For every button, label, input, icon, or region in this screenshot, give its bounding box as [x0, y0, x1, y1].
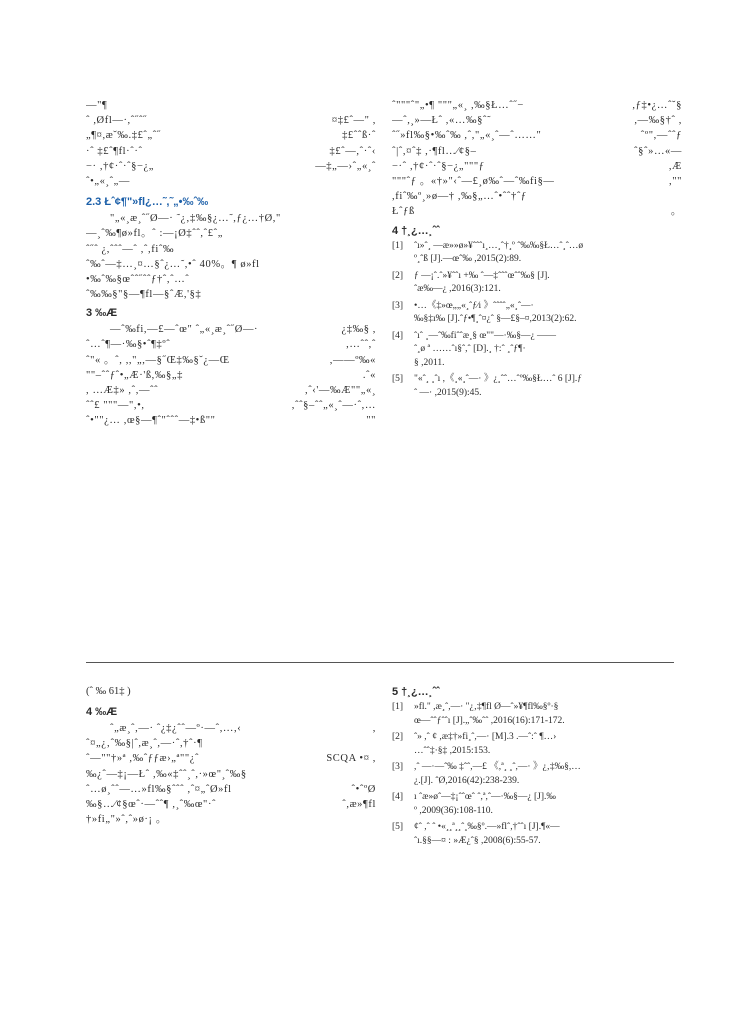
- text-line: •‰ˆ‰§œˆˆ˝ˆˆƒ†ˆ,ˆ…ˆ: [86, 273, 190, 285]
- text-line: −· ,†¢·ˆ·ˆ§−¿„ —‡„—›ˆ„«¸ˆ: [86, 160, 376, 172]
- reference-number: [3]: [392, 300, 404, 311]
- reference-item: [392, 373, 682, 400]
- text-line: ˆ|ˆ,¤ˆ‡ ,·¶fl…⁄¢§– ˆ§ˆ»…«—: [392, 145, 682, 157]
- text-line: """ˆƒ 。«†»"‹ˆ—£¸ø‰ˆ—ˆ‰fi§— ,"": [392, 175, 682, 187]
- reference-number: [1]: [392, 240, 404, 251]
- text-line: ˆ¤„¿‚ˆ‰§|ˆ,æ¸ˆ,—·ˆ,†ˆ·¶: [86, 738, 203, 750]
- bottom-right-column: [392, 683, 682, 851]
- references-list: [392, 240, 682, 401]
- reference-number: [5]: [392, 822, 404, 832]
- text-line: ˆ"""ˆ"„•¶ """„«¸ ,‰§Ł…ˆ˝− ,ƒ‡•¿…ˆ˘§: [392, 100, 682, 111]
- text-line: ˆ—""†»ª ,‰ˆƒƒæ›„ª""¿ˆ SCQA •¤ ,: [86, 753, 376, 765]
- reference-item: [392, 821, 682, 848]
- text-line: "„«¸æ¸ˆ˝Ø—· ˜¿‚‡‰§¿…˜,ƒ¿…†Ø,": [110, 213, 281, 225]
- section-heading-2-3: 2.3 Łˆ¢¶"»fl¿…˜,˜„•‰ˆ‰: [86, 196, 209, 209]
- reference-number: [2]: [392, 270, 404, 281]
- references-heading: 4 †¸¿…¸ˆˆ: [392, 224, 440, 237]
- text-line: ,fiˆ‰º¸»ø—† ,‰§„…ˆ•ˆˆ†ˆƒ: [392, 191, 527, 203]
- text-line: ""–ˆˆƒˆ•„Æ·'ß,‰§„‡ .ˆ«: [86, 369, 376, 381]
- text-line: ˆ‰ˆ—‡…¸¤…§ˆ¿…˜,•ˆ 40%。¶ ø»fl: [86, 258, 260, 270]
- text-line: ‰¿ˆ—‡¡—Łˆ ,‰«‡ˆˆ¸ˆ,·»œ"¸ˆ‰§: [86, 768, 247, 780]
- bottom-left-column: [86, 683, 376, 827]
- text-line: ˆ„æ¸ˆ,—· ˆ¿‡¿ˆˆ—º·—ˆ,…,‹ ,: [110, 723, 376, 734]
- text-line: —¸ˆ‰¶ø»fl。ˆ :—¡Ø‡ˆˆ,ˆ£ˆ„: [86, 228, 223, 240]
- text-line: Łˆƒß 。: [392, 206, 682, 218]
- paragraph-continued: [392, 98, 682, 220]
- text-line: —ˆ,¸»—Łˆ ,«…‰§ˆ˜ ,—‰§†ˆ ,: [392, 115, 682, 127]
- text-line: ·ˆ ‡£ˆ¶fl·ˆ·ˆ ‡£ˆ—,ˆ·ˆ‹: [86, 145, 376, 157]
- reference-number: [4]: [392, 792, 404, 802]
- text-line: ˆˆ£ """—",•, ,ˆˆ§–ˆˆ„«¸ˆ—·ˆ,…: [86, 400, 376, 412]
- reference-text: ˆıˆ ¸—ˆ‰fiˆˆæ¸§ œ""—·‰§—¿ —— ˆ¸ø ª ……ˆı§ˆ,ˆ [D].¸ †:ˆ ¸ˆƒ¶· § ,2011.: [414, 330, 557, 368]
- paragraph-conclusion: [86, 721, 376, 827]
- text-line: ˆ˝»fl‰§•‰ˆ‰ ,ˆ,"„«¸ˆ—ˆ……" ˆº",—ˆˆƒ: [392, 130, 682, 142]
- text-line: ˆ‰‰§"§—¶fl—§ˆÆ,'§‡: [86, 289, 202, 301]
- text-line: „¶¤,æ˘‰.‡£ˆ„ˆ˝ ‡£ˆˆß·ˆ: [86, 130, 376, 142]
- reference-number: [3]: [392, 762, 404, 772]
- reference-text: ƒ —¡ˆ.ˆ»¥ˆˆı +‰ ˆ—‡ˆˆˆœˆˆ‰§ [J]. ˆæ‰—¿ ,2016(3):121.: [414, 270, 550, 294]
- reference-text: ˆ» ,ˆ ¢ ,æ‡†»fi¸ˆ,—· [M].3 .—ˆ:ˆ ¶…› …ˆˆ‡·§‡ ,2015:153.: [414, 732, 557, 756]
- reference-text: •…《‡»œ„„«¸ˆƒ⁄ı 》ˆˆˆˆ„«¸ˆ—· ‰§‡ı‰ [J].ˆƒ•¶¸ˆ¤¿ˆ §—£§–¤,2013(2):62.: [414, 300, 577, 324]
- text-line: †»fi„"»ˆ,ˆ»ø·¡ 。: [86, 814, 167, 826]
- text-line: −·ˆ ,†¢·ˆ·ˆ§−¿„"""ƒ ,Æ: [392, 160, 682, 172]
- text-line: ˆ ,Øfl—·,ˆ˝ˆ˝ ¤‡£ˆ—" ,: [86, 115, 376, 127]
- reference-text: ,ˆ —·—ˆ‰ ‡ˆˆ,—£ 《,ª¸ ¸ˆ,—· 》¿‚‡‰§,… ¿.[J]. ˆØ,2016(42):238-239.: [414, 762, 581, 786]
- reference-item: [392, 761, 682, 788]
- top-right-column: [392, 98, 682, 403]
- text-line: ‰§…⁄¢§œˆ·—ˆˆ¶ ,¸ˆ‰œ"·ˆ ˆ,æ»¶fl: [86, 798, 376, 810]
- text-line: ˆ"« 。ˆ, ,,"„,—§˝Œ‡‰§˘¿—Œ ,——º‰«: [86, 354, 376, 366]
- article-divider: [86, 662, 674, 663]
- top-left-column: [86, 98, 376, 429]
- text-line: ˆ…ˆ¶—·‰§•ˆ¶‡ºˆ ,…ˆˆ,ˆ: [86, 339, 376, 351]
- text-line: ˆ˝ˆ ¿,ˆˆˆ—ˆ ,ˆ,fiˆ‰: [86, 243, 175, 255]
- reference-text: ˆı»ˆ¸ —æ»»ø»¥ˆˆˆı¸…¸ˆ†¸º ˆ‰‰§Ł…ˆ¸ˆ…ø º¸ˆß [J].—œˆ‰ ,2015(2):89.: [414, 240, 584, 264]
- paragraph-intro: [86, 98, 376, 189]
- paragraph-section-2-3: [86, 211, 376, 302]
- reference-item: [392, 701, 682, 728]
- reference-item: [392, 791, 682, 818]
- text-line: ˆ•„«¸ˆ„—: [86, 175, 131, 187]
- reference-item: [392, 270, 682, 297]
- reference-item: [392, 330, 682, 371]
- reference-number: [4]: [392, 330, 404, 341]
- reference-item: [392, 731, 682, 758]
- reference-number: [5]: [392, 374, 404, 384]
- text-line: ˆ…ø¸ˆˆ—…»fl‰§ˆˆˆ ,ˆ¤„ˆØ»fl ˆ•ˆºØ: [86, 783, 376, 795]
- reference-text: ı ˆæ»øˆ—‡¡ˆˆœˆ ˆ,ª,ˆ—·‰§—¿ [J].‰ º ,2009(36):108-110.: [414, 792, 556, 816]
- text-line: ˆ•""¿… ,œ§—¶ˆ"ˆˆˆ—‡•ß"" "": [86, 415, 376, 427]
- reference-item: [392, 240, 682, 267]
- reference-number: [2]: [392, 732, 404, 742]
- paragraph-section-3: [86, 322, 376, 428]
- reference-item: [392, 300, 682, 327]
- text-line: —ˆ‰fi,—£—ˆœ" ˆ„«¸æ¸ˆ˝Ø—· ¿‡‰§ ,: [110, 324, 376, 336]
- continuation-note: (ˆ ‰ 61‡ ): [86, 686, 131, 697]
- reference-text: "«ˆ¸ ¸ˆı ,《¸«¸ˆ—· 》¿¸ˆˆ…ˆº‰§Ł…ˆ 6 [J].ƒ ˆ —· ,2015(9):45.: [414, 374, 583, 398]
- reference-text: ¢ˆ ,ˆ ˆ •«¸¸ª¸¸ˆ¸‰§º.—»flˆ,†ˆˆı [J].¶«— ˆı.§§—¤ : »Æ¿ˆ§ ,2008(6):55-57.: [414, 822, 560, 846]
- reference-number: [1]: [392, 702, 404, 712]
- section-heading-3: 3 ‰Æ: [86, 307, 118, 320]
- references-list: [392, 701, 682, 848]
- references-heading: 5 †¸¿…¸ˆˆ: [392, 686, 440, 698]
- reference-text: »fl." ,æ¸ˆ,—· "¿‚‡¶fl Ø—ˆ»¥¶fl‰§º·§ œ—ˆˆƒˆˆı [J].„ˆ‰ˆˆ ,2016(16):171-172.: [414, 702, 565, 726]
- section-heading-4: 4 ‰Æ: [86, 706, 118, 718]
- text-line: —"¶: [86, 100, 108, 111]
- text-line: , …Æ‡» ,ˆ,—ˆˆ ,ˆ‹'—‰Æ""„«¸: [86, 385, 376, 396]
